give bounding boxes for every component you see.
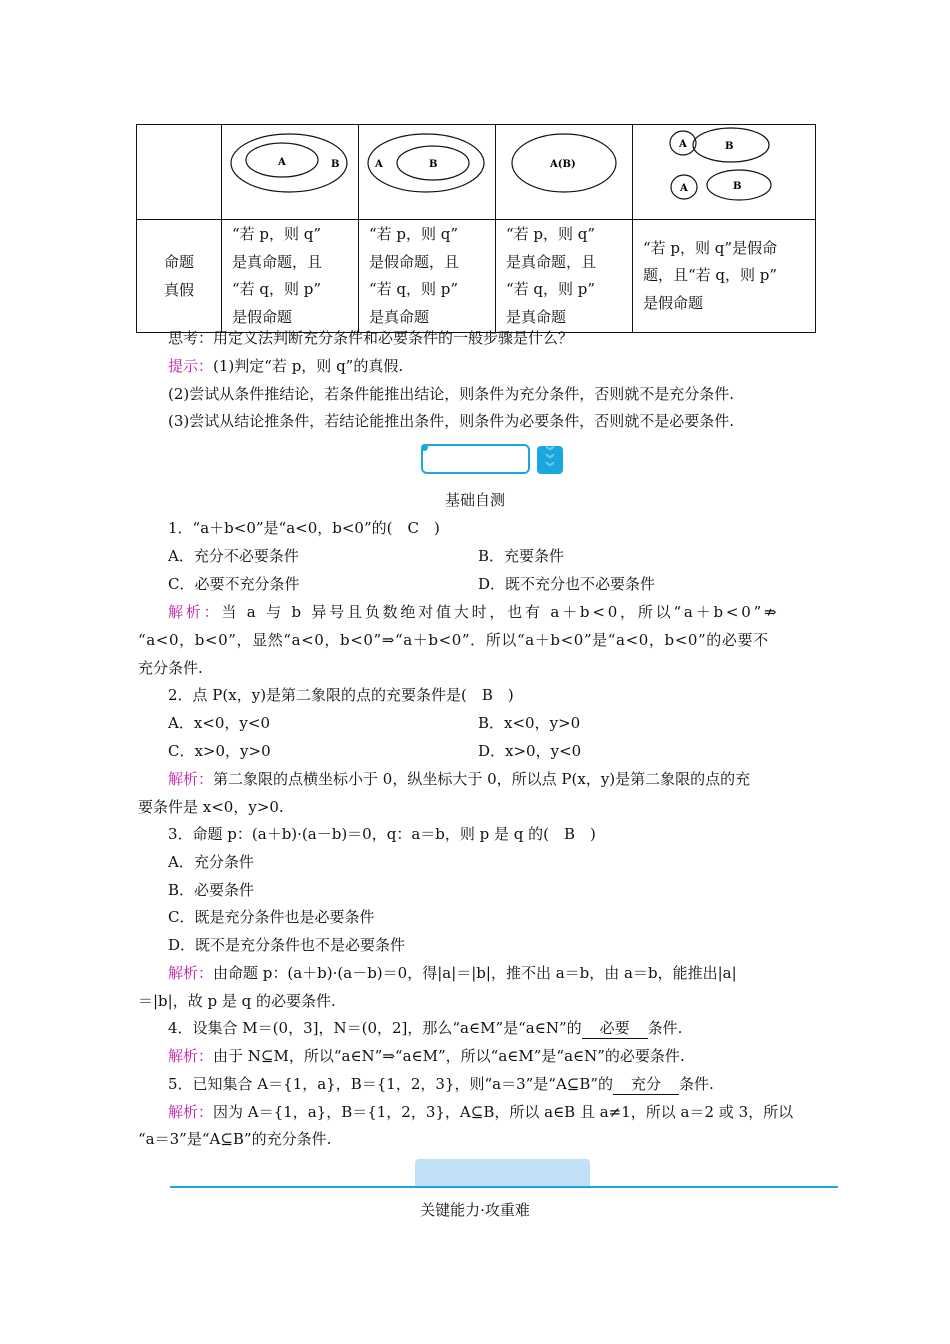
q1-option-d: D．既不充分也不必要条件	[478, 575, 656, 593]
q2-option-b: B．x<0，y>0	[478, 714, 581, 732]
q5-stem-suffix: 条件.	[679, 1075, 714, 1093]
hint-step-2: (2)尝试从条件推结论，若条件能推出结论，则条件为充分条件，否则就不是充分条件.	[168, 385, 735, 403]
q1-option-c: C．必要不充分条件	[168, 575, 300, 593]
q5-stem	[168, 1074, 714, 1095]
q5-solution-text: 因为 A＝{1，a}，B＝{1，2，3}，A⊆B，所以 a∈B 且 a≠1，所以 a＝2 或 3，所以	[213, 1103, 794, 1121]
q4-solution-line	[168, 1046, 685, 1066]
banner-dot-icon	[421, 444, 428, 451]
q3-stem: 3．命题 p：(a＋b)·(a－b)＝0，q：a＝b，则 p 是 q 的( B )	[168, 825, 596, 843]
q1-option-a: A．充分不必要条件	[168, 547, 299, 565]
venn-outer-label: A	[375, 159, 383, 170]
q2-option-c: C．x>0，y>0	[168, 742, 271, 760]
venn-diagram-cell	[633, 125, 816, 220]
venn-label: B	[733, 181, 742, 192]
q1-option-b: B．充要条件	[478, 547, 565, 565]
section-tab	[415, 1159, 590, 1187]
venn-label: B	[725, 141, 734, 152]
q5-solution-text: “a＝3”是“A⊆B”的充分条件.	[138, 1130, 332, 1148]
q5-answer-blank: 充分	[613, 1074, 679, 1095]
cell-line: 是真命题	[506, 307, 567, 326]
q3-option-d: D．既不是充分条件也不是必要条件	[168, 936, 406, 954]
cell-line: 是假命题	[232, 307, 293, 326]
venn-inner-label: A	[278, 157, 286, 168]
venn-diagram-cell	[496, 125, 633, 220]
venn-equal-diagram	[496, 125, 632, 215]
cell-line: 是假命题，且	[369, 252, 460, 271]
cell-line: “若 p，则 q”	[232, 225, 322, 243]
solution-label: 解析：	[168, 1047, 214, 1065]
banner-box	[421, 444, 530, 474]
venn-b-in-a-diagram	[359, 125, 495, 215]
venn-diagram-cell	[222, 125, 359, 220]
hint-step-1: (1)判定“若 p，则 q”的真假.	[213, 357, 404, 375]
comparison-table	[136, 124, 816, 333]
section-title: 关键能力·攻重难	[420, 1201, 530, 1219]
hint-label: 提示：	[168, 357, 214, 375]
section-title: 基础自测	[444, 491, 505, 509]
cell-line: 题，且“若 q，则 p”	[643, 266, 778, 285]
q3-solution-line	[168, 963, 737, 983]
solution-label: 解析：	[168, 1103, 214, 1121]
cell-line: 是真命题	[369, 307, 430, 326]
venn-outer-label: B	[331, 159, 340, 170]
q3-solution-text: ＝|b|，故 p 是 q 的必要条件.	[138, 992, 336, 1010]
q4-answer-blank: 必要	[582, 1018, 648, 1039]
q2-stem: 2．点 P(x，y)是第二象限的点的充要条件是( B )	[168, 686, 514, 704]
q4-stem-text: 4．设集合 M＝(0，3]，N＝(0，2]，那么“a∈M”是“a∈N”的	[168, 1019, 582, 1037]
q1-solution-line	[168, 602, 779, 622]
q4-stem-suffix: 条件.	[647, 1019, 683, 1037]
row-label-line: 真假	[163, 281, 194, 299]
hint-step-3: (3)尝试从结论推条件，若结论能推出条件，则条件为必要条件，否则就不是必要条件.	[168, 412, 735, 430]
truth-cell	[222, 220, 359, 333]
q2-solution-line	[168, 769, 750, 789]
q1-stem: 1．“a＋b<0”是“a<0，b<0”的( C )	[168, 519, 440, 537]
solution-label: 解析：	[168, 770, 214, 788]
venn-label: A	[680, 183, 688, 194]
cell-line: 是假命题	[643, 293, 704, 312]
chevrons-down-icon: ︾ ︾ ︾	[537, 446, 563, 474]
q3-option-b: B．必要条件	[168, 881, 255, 899]
q1-solution-text: “a<0，b<0”，显然“a<0，b<0”⇒“a＋b<0”．所以“a＋b<0”是“a<0，b<0”的必要不	[138, 631, 769, 649]
q4-solution-text: 由于 N⊆M，所以“a∈N”⇒“a∈M”，所以“a∈M”是“a∈N”的必要条件.	[213, 1047, 685, 1065]
cell-line: “若 p，则 q”	[369, 225, 459, 243]
q3-option-a: A．充分条件	[168, 853, 254, 871]
hint-line	[168, 356, 403, 376]
think-question: 思考：用定义法判断充分条件和必要条件的一般步骤是什么？	[168, 329, 574, 347]
venn-inner-label: B	[429, 159, 438, 170]
row-label-cell	[137, 220, 222, 333]
q1-solution-text: 充分条件.	[138, 659, 203, 677]
venn-label: A	[679, 139, 687, 150]
q2-option-a: A．x<0，y<0	[168, 714, 270, 732]
q1-solution-text: 当 a 与 b 异号且负数绝对值大时，也有 a＋b<0，所以“a＋b<0”⇏	[221, 603, 780, 621]
cell-line: 是真命题，且	[506, 252, 597, 271]
section-banner	[421, 444, 569, 480]
venn-single-label: A(B)	[550, 159, 576, 170]
cell-line: “若 q，则 p”	[506, 280, 596, 298]
table-corner-cell	[137, 125, 222, 220]
cell-line: “若 p，则 q”	[506, 225, 596, 243]
q5-solution-line	[168, 1102, 793, 1122]
q2-solution-text: 要条件是 x<0，y>0.	[138, 798, 284, 816]
q3-option-c: C．既是充分条件也是必要条件	[168, 908, 375, 926]
venn-disjoint-diagram	[633, 125, 815, 215]
section-divider	[170, 1186, 838, 1188]
q2-solution-text: 第二象限的点横坐标小于 0，纵坐标大于 0，所以点 P(x，y)是第二象限的点的充	[213, 770, 751, 788]
venn-a-in-b-diagram	[222, 125, 358, 215]
q3-solution-text: 由命题 p：(a＋b)·(a－b)＝0，得|a|＝|b|，推不出 a＝b，由 a＝b，能推出|a|	[213, 964, 737, 982]
solution-label: 解析：	[168, 964, 214, 982]
q5-stem-text: 5．已知集合 A＝{1，a}，B＝{1，2，3}，则“a＝3”是“A⊆B”的	[168, 1075, 614, 1093]
cell-line: “若 q，则 p”	[232, 280, 322, 298]
cell-line: “若 q，则 p”	[369, 280, 459, 298]
q4-stem	[168, 1018, 682, 1039]
truth-cell	[496, 220, 633, 333]
cell-line: 是真命题，且	[232, 252, 323, 271]
q2-option-d: D．x>0，y<0	[478, 742, 582, 760]
cell-line: “若 p，则 q”是假命	[643, 238, 778, 257]
truth-cell	[359, 220, 496, 333]
solution-label: 解析：	[168, 603, 222, 621]
truth-cell	[633, 220, 816, 333]
venn-diagram-cell	[359, 125, 496, 220]
row-label-line: 命题	[163, 253, 194, 271]
